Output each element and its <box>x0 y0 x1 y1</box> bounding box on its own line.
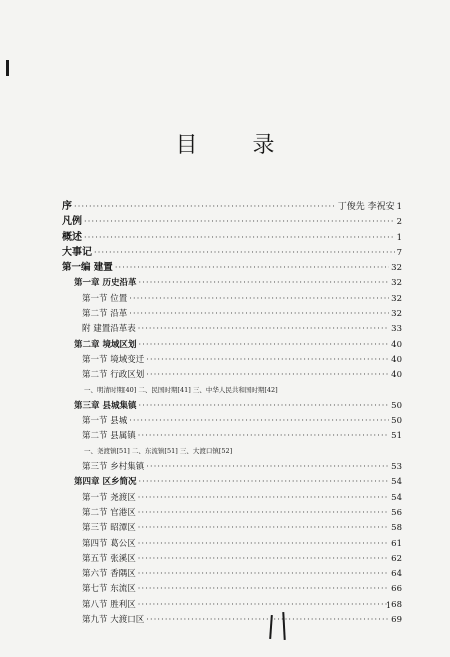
toc-entry-label: 概述 <box>62 231 82 243</box>
dot-leader <box>115 260 389 275</box>
toc-entry-page: 32 <box>391 309 402 320</box>
toc-entry-label: 第七节 东流区 <box>82 584 136 595</box>
dot-leader <box>146 352 389 367</box>
toc-entry-page: 50 <box>391 400 402 411</box>
toc-entry[interactable] <box>62 413 402 428</box>
toc-entry-page: 56 <box>391 507 402 518</box>
dot-leader <box>94 245 395 260</box>
toc-entry-label: 第一章 历史沿革 <box>74 278 137 289</box>
toc-entry-label: 第五节 张溪区 <box>82 553 136 564</box>
toc-entry[interactable] <box>62 260 402 275</box>
dot-leader <box>129 291 389 306</box>
toc-entry-label: 第二节 沿革 <box>82 309 128 320</box>
toc-entry[interactable] <box>62 520 402 535</box>
toc-entry-page: 50 <box>391 416 402 427</box>
toc-entry-label: 第二节 县属镇 <box>82 431 136 442</box>
toc-entry[interactable] <box>62 474 402 489</box>
toc-entry-label: 第一编 建置 <box>62 262 113 274</box>
dot-leader <box>84 230 395 245</box>
toc-subitems-note: 一、明清时期[40] 二、民国时期[41] 三、中华人民共和国时期[42] <box>84 385 278 394</box>
toc-entry[interactable] <box>62 214 402 229</box>
toc-entry-page: 1 <box>396 232 402 243</box>
toc-entry[interactable] <box>62 275 402 290</box>
toc-entry-label: 第四章 区乡简况 <box>74 477 137 488</box>
toc-entry-page: 40 <box>391 354 402 365</box>
toc-entry-page: 40 <box>391 370 402 381</box>
dot-leader <box>129 306 389 321</box>
toc-entry[interactable] <box>62 245 402 260</box>
scan-mark-left <box>6 60 9 76</box>
toc-entry-label: 第三节 乡村集镇 <box>82 462 145 473</box>
toc-entry[interactable] <box>62 551 402 566</box>
toc-entry[interactable] <box>62 291 402 306</box>
toc-entry[interactable] <box>62 612 402 627</box>
dot-leader <box>138 581 389 596</box>
toc-entry[interactable] <box>62 490 402 505</box>
dot-leader <box>138 520 389 535</box>
dot-leader <box>138 398 389 413</box>
toc-entry-page: 53 <box>391 462 402 473</box>
toc-entry-page: 32 <box>391 293 402 304</box>
toc-entry-page: 61 <box>391 538 402 549</box>
toc-entry-label: 第二章 境域区划 <box>74 339 137 350</box>
dot-leader <box>138 551 389 566</box>
toc-entry[interactable] <box>62 581 402 596</box>
dot-leader <box>138 428 389 443</box>
dot-leader <box>138 505 389 520</box>
dot-leader <box>146 612 389 627</box>
toc-entry-label: 第一节 境域变迁 <box>82 354 145 365</box>
dot-leader <box>138 597 392 612</box>
dot-leader <box>138 536 389 551</box>
toc-entry[interactable] <box>62 367 402 382</box>
toc-entry-page: 7 <box>396 247 402 258</box>
toc-entry[interactable] <box>62 321 402 336</box>
toc-subitems-note: 一、尧渡镇[51] 二、东流镇[51] 三、大渡口镇[52] <box>84 446 233 455</box>
dot-leader <box>138 566 389 581</box>
toc-entry-label: 大事记 <box>62 246 92 258</box>
toc-entry[interactable] <box>62 306 402 321</box>
dot-leader <box>138 275 389 290</box>
toc-entry-page: 58 <box>391 523 402 534</box>
toc-entry-label: 附 建置沿革表 <box>82 324 136 335</box>
toc-entry-label: 序 <box>62 201 72 212</box>
toc-entry-label: 第一节 位置 <box>82 293 128 304</box>
toc-entry-page: 62 <box>391 553 402 564</box>
toc-entry[interactable] <box>62 230 402 245</box>
toc-entry-page: 54 <box>391 477 402 488</box>
toc-entry-label: 凡例 <box>62 216 82 228</box>
toc-entry[interactable] <box>62 352 402 367</box>
dot-leader <box>138 321 389 336</box>
toc-entry-label: 第三章 县城集镇 <box>74 400 137 411</box>
toc-entry-label: 第一节 县城 <box>82 416 128 427</box>
toc-entry-page: 68 <box>391 599 402 610</box>
toc-entry[interactable] <box>62 536 402 551</box>
toc-entry-page: 32 <box>391 278 402 289</box>
toc-entry[interactable] <box>62 459 402 474</box>
toc-entry-label: 第四节 葛公区 <box>82 538 136 549</box>
dot-leader <box>129 413 389 428</box>
dot-leader <box>146 459 389 474</box>
toc-entry-page: 54 <box>391 492 402 503</box>
table-of-contents <box>62 199 402 627</box>
dot-leader <box>146 367 389 382</box>
toc-entry[interactable] <box>62 199 402 214</box>
toc-entry-label: 第六节 香隅区 <box>82 569 136 580</box>
toc-entry[interactable] <box>62 505 402 520</box>
toc-entry-page: 64 <box>391 569 402 580</box>
toc-entry-label: 第二节 官港区 <box>82 507 136 518</box>
toc-entry-page: 51 <box>391 431 402 442</box>
toc-entry-label: 第一节 尧渡区 <box>82 492 136 503</box>
page-title: 目 录 <box>175 133 299 158</box>
toc-entry-label: 第八节 胜利区 <box>82 599 136 610</box>
toc-entry-label: 第九节 大渡口区 <box>82 615 145 626</box>
toc-entry[interactable] <box>62 337 402 352</box>
dot-leader <box>138 337 389 352</box>
toc-entry-authors: 丁俊先 李祝安 <box>337 202 395 212</box>
dot-leader <box>84 214 395 229</box>
toc-entry-page: 69 <box>391 615 402 626</box>
page-number: 1 <box>386 601 392 610</box>
toc-entry[interactable] <box>62 566 402 581</box>
toc-entry[interactable] <box>62 597 402 612</box>
toc-entry-page: 2 <box>396 217 402 228</box>
dot-leader <box>138 474 389 489</box>
toc-entry-label: 第三节 昭潭区 <box>82 523 136 534</box>
toc-entry[interactable] <box>62 428 402 443</box>
toc-entry-page: 1 <box>396 202 402 212</box>
toc-entry-page: 32 <box>391 263 402 274</box>
toc-entry-page: 66 <box>391 584 402 595</box>
dot-leader <box>74 199 336 214</box>
dot-leader <box>138 490 389 505</box>
toc-entry[interactable] <box>62 398 402 413</box>
toc-entry-label: 第二节 行政区划 <box>82 370 145 381</box>
toc-entry-page: 40 <box>391 339 402 350</box>
toc-entry-page: 33 <box>391 324 402 335</box>
